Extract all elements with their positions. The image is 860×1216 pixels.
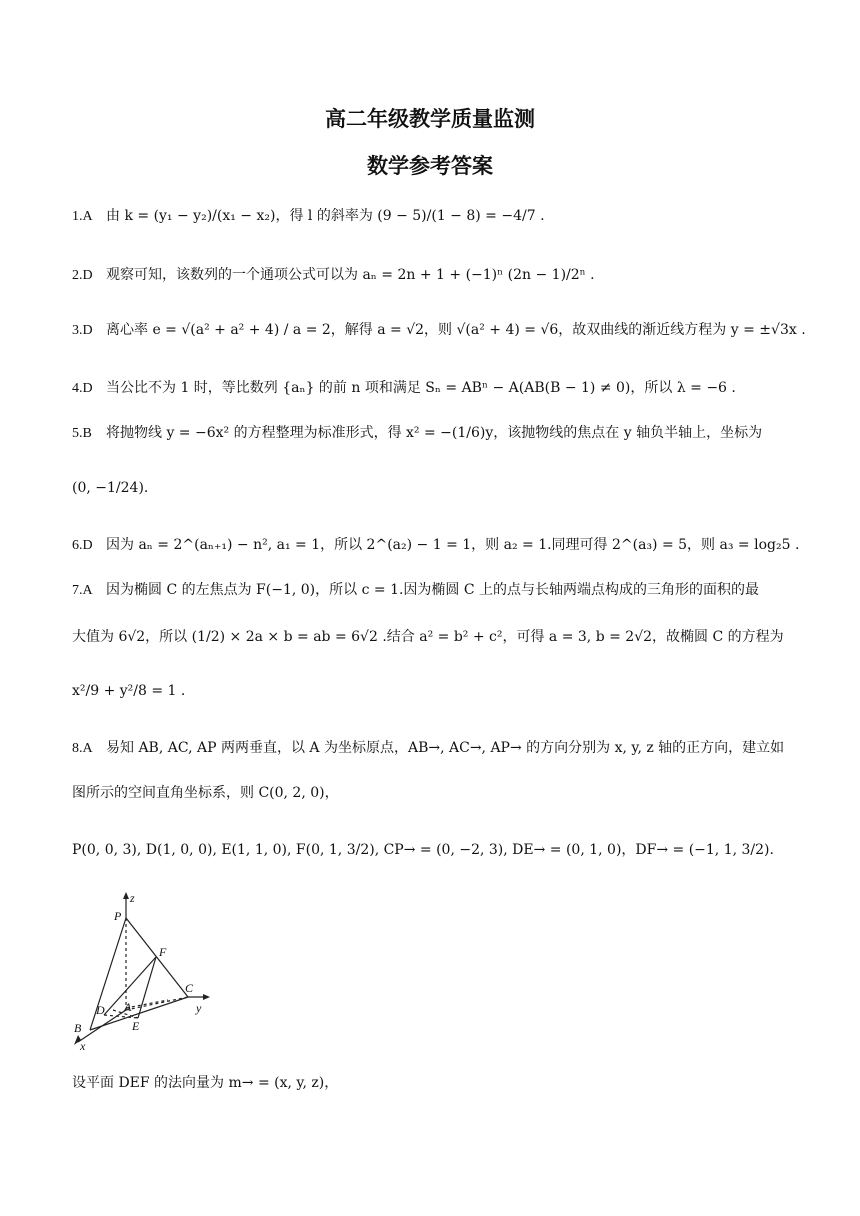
label-y: y	[196, 1001, 202, 1015]
answer-8-line-3: P(0, 0, 3), D(1, 0, 0), E(1, 1, 0), F(0, 1, 3/2), CP→ = (0, −2, 3), DE→ = (0, 1, 0)，DF→ = (−1, 1, 3/2).	[72, 842, 774, 858]
answer-7-line-1: 7.A 因为椭圆 C 的左焦点为 F(−1, 0)，所以 c = 1.因为椭圆 C 上的点与长轴两端点构成的三角形的面积的最	[72, 582, 760, 598]
answer-3-line-1: 3.D 离心率 e = √(a² + a² + 4) / a = 2，解得 a = √2，则 √(a² + 4) = √6，故双曲线的渐近线方程为 y = ±√3x .	[72, 322, 806, 338]
label-z: z	[130, 891, 135, 905]
answer-1-line-1: 1.A 由 k = (y₁ − y₂)/(x₁ − x₂)，得 l 的斜率为 (9 − 5)/(1 − 8) = −4/7 .	[72, 208, 545, 224]
answer-8-line-2: 图所示的空间直角坐标系，则 C(0, 2, 0)，	[72, 785, 339, 801]
label-C: C	[185, 981, 194, 995]
answer-5-line-1: 5.B 将抛物线 y = −6x² 的方程整理为标准形式，得 x² = −(1/6)y，该抛物线的焦点在 y 轴负半轴上，坐标为	[72, 425, 763, 441]
answer-6-line-1: 6.D 因为 aₙ = 2^(aₙ₊₁) − n², a₁ = 1，所以 2^(a₂) − 1 = 1，则 a₂ = 1.同理可得 2^(a₃) = 5，则 a₃ = log₂5 .	[72, 537, 800, 553]
page-title: 高二年级教学质量监测	[325, 107, 535, 131]
label-x: x	[80, 1039, 86, 1050]
label-F: F	[159, 945, 167, 959]
answer-2-line-1: 2.D 观察可知，该数列的一个通项公式可以为 aₙ = 2n + 1 + (−1)ⁿ (2n − 1)/2ⁿ .	[72, 267, 595, 283]
page-subtitle: 数学参考答案	[367, 154, 493, 178]
answer-7-line-3: x²/9 + y²/8 = 1 .	[72, 683, 186, 699]
label-E: E	[132, 1019, 140, 1033]
label-D: D	[96, 1003, 105, 1017]
label-A: A	[124, 1000, 132, 1014]
coordinate-figure	[68, 890, 228, 1050]
answer-8-line-4: 设平面 DEF 的法向量为 m→ = (x, y, z)，	[72, 1075, 339, 1091]
label-P: P	[114, 909, 122, 923]
answer-5-line-2: (0, −1/24).	[72, 480, 149, 496]
answer-7-line-2: 大值为 6√2，所以 (1/2) × 2a × b = ab = 6√2 .结合 a² = b² + c²，可得 a = 3, b = 2√2，故椭圆 C 的方程为	[72, 629, 784, 645]
answer-8-line-1: 8.A 易知 AB, AC, AP 两两垂直，以 A 为坐标原点，AB→, AC→, AP→ 的方向分别为 x, y, z 轴的正方向，建立如	[72, 740, 785, 756]
answer-4-line-1: 4.D 当公比不为 1 时，等比数列 {aₙ} 的前 n 项和满足 Sₙ = ABⁿ − A(AB(B − 1) ≠ 0)，所以 λ = −6 .	[72, 380, 736, 396]
label-B: B	[74, 1021, 82, 1035]
